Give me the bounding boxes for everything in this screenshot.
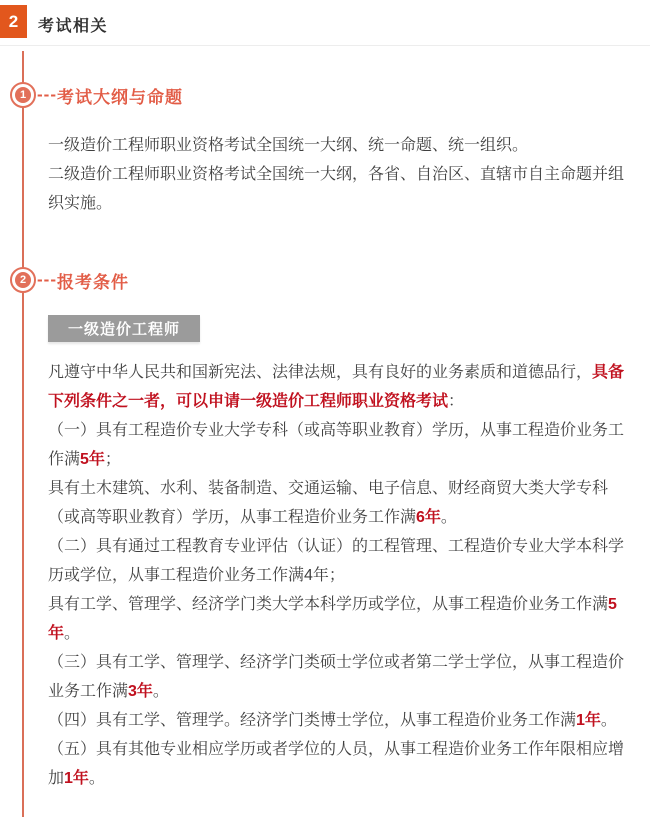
paragraph: 具有土木建筑、水利、装备制造、交通运输、电子信息、财经商贸大类大学专科（或高等职业教育）学历，从事工程造价业务工作满6年。 bbox=[48, 480, 609, 526]
page-header bbox=[0, 0, 650, 46]
timeline-line bbox=[22, 51, 24, 817]
circled-number-2-value: 2 bbox=[15, 272, 31, 288]
paragraph: 具有工学、管理学、经济学门类大学本科学历或学位，从事工程造价业务工作满5年。 bbox=[48, 596, 617, 642]
section-heading-row bbox=[10, 46, 650, 108]
section-body bbox=[48, 358, 628, 793]
section-number-box: 2 bbox=[0, 5, 27, 38]
paragraph: （一）具有工程造价专业大学专科（或高等职业教育）学历，从事工程造价业务工作满5年； bbox=[48, 422, 625, 468]
circled-number-2-icon bbox=[10, 267, 36, 293]
paragraph: 凡遵守中华人民共和国新宪法、法律法规，具有良好的业务素质和道德品行，具备下列条件之一者，可以申请一级造价工程师职业资格考试： bbox=[48, 364, 625, 410]
paragraph: 二级造价工程师职业资格考试全国统一大纲，各省、自治区、直辖市自主命题并组织实施。 bbox=[48, 166, 625, 212]
paragraph: （三）具有工学、管理学、经济学门类硕士学位或者第二学士学位，从事工程造价业务工作满3年。 bbox=[48, 654, 625, 700]
circled-number-1-icon bbox=[10, 82, 36, 108]
level1-cost-engineer-badge: 一级造价工程师 bbox=[48, 315, 200, 342]
paragraph: （二）具有通过工程教育专业评估（认证）的工程管理、工程造价专业大学本科学历或学位，从事工程造价业务工作满4年； bbox=[48, 538, 625, 584]
section-exam-outline bbox=[0, 46, 650, 218]
paragraph: 一级造价工程师职业资格考试全国统一大纲、统一命题、统一组织。 bbox=[48, 137, 529, 154]
section-heading-text: 报考条件 bbox=[56, 272, 129, 292]
section-body bbox=[48, 131, 628, 218]
section-application-requirements bbox=[0, 218, 650, 793]
paragraph: （五）具有其他专业相应学历或者学位的人员，从事工程造价业务工作年限相应增加1年。 bbox=[48, 741, 625, 787]
heading-dashes: --- bbox=[37, 270, 57, 289]
page-title: 考试相关 bbox=[38, 18, 109, 35]
paragraph: （四）具有工学、管理学。经济学门类博士学位，从事工程造价业务工作满1年。 bbox=[48, 712, 617, 729]
section-heading-row bbox=[10, 218, 650, 293]
heading-dashes: --- bbox=[37, 85, 57, 104]
circled-number-1-value: 1 bbox=[15, 87, 31, 103]
section-heading-text: 考试大纲与命题 bbox=[56, 87, 183, 107]
content bbox=[0, 46, 650, 817]
